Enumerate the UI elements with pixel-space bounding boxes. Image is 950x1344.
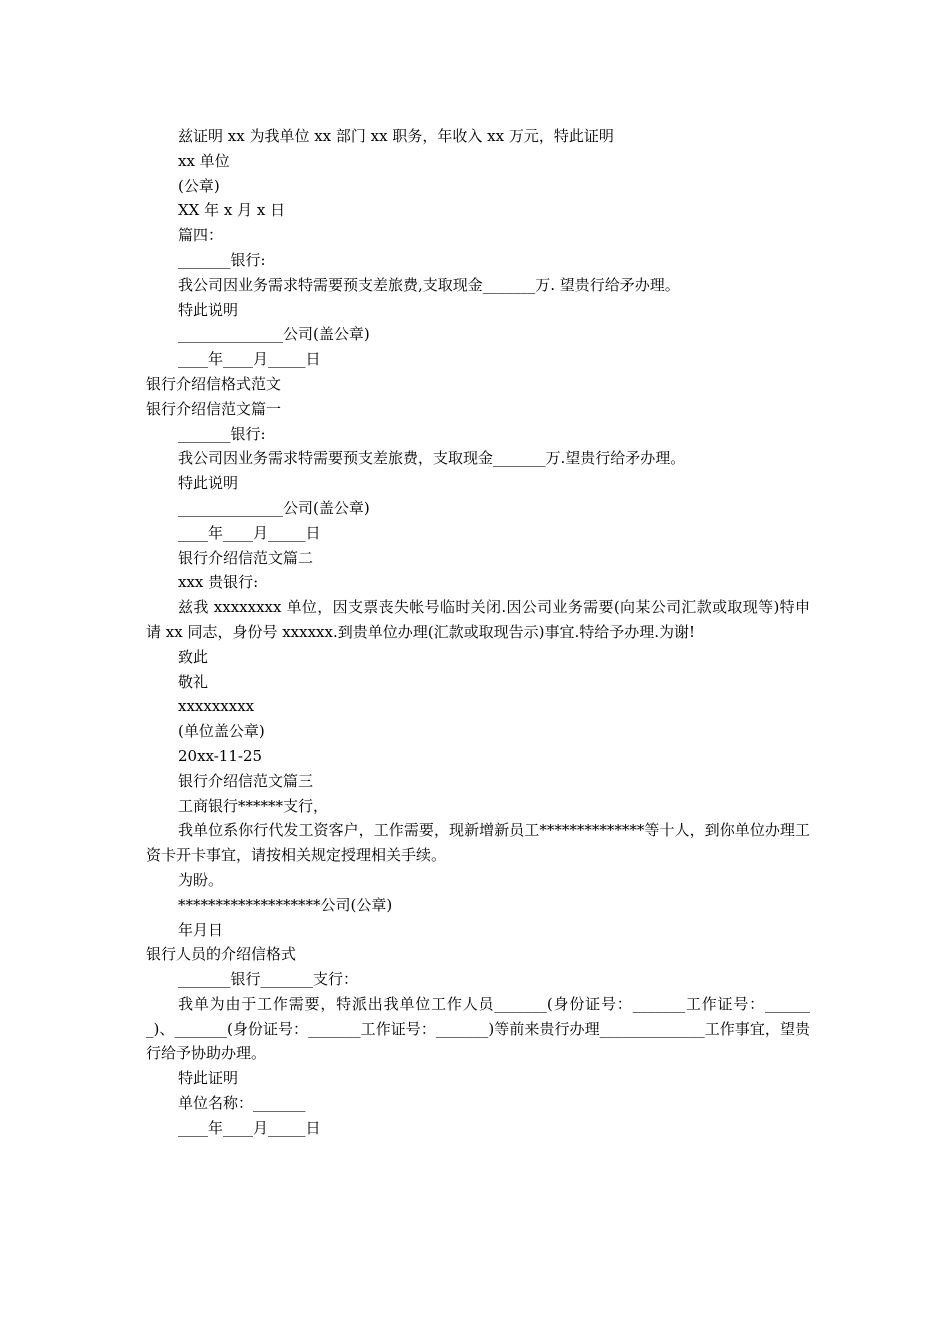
text-line: 为盼。: [178, 870, 224, 889]
text-line: 银行介绍信范文篇一: [146, 399, 282, 418]
text-line: 单位名称：_______: [178, 1094, 306, 1113]
text-line: 特此证明: [178, 1069, 239, 1088]
text-line: *******************公司(公章): [178, 895, 393, 914]
text-line: 致此: [178, 647, 209, 666]
text-line: 我公司因业务需求特需要预支差旅费，支取现金_______万.望贵行给矛办理。: [178, 449, 686, 468]
text-line: _______银行:: [178, 250, 266, 269]
text-line: (单位盖公章): [178, 722, 265, 741]
text-line: ____年____月_____日: [178, 350, 321, 369]
text-line: (公章): [178, 176, 220, 195]
text-line: xxx 贵银行:: [178, 573, 259, 592]
text-line: 特此说明: [178, 300, 239, 319]
paragraph: 兹我 xxxxxxxx 单位，因支票丧失帐号临时关闭.因公司业务需要(向某公司汇款或取现等)特申请 xx 同志，身份号 xxxxxx.到贵单位办理(汇款或取现告示)事宜.特给予办理.为谢!: [146, 598, 810, 641]
text-line: 20xx-11-25: [178, 746, 263, 765]
text-line: 我公司因业务需求特需要预支差旅费,支取现金_______万. 望贵行给矛办理。: [178, 275, 680, 294]
text-line: XX 年 x 月 x 日: [178, 201, 286, 220]
text-line: ____年____月_____日: [178, 1118, 321, 1137]
text-line: 工商银行******支行，: [178, 796, 329, 815]
text-line: 银行介绍信格式范文: [146, 374, 282, 393]
text-line: 兹证明 xx 为我单位 xx 部门 xx 职务，年收入 xx 万元，特此证明: [178, 127, 614, 145]
text-line: ____年____月_____日: [178, 523, 321, 542]
paragraph: 我单为由于工作需要，特派出我单位工作人员_______(身份证号：_______工作证号：_______)、_______(身份证号：_______工作证号：_______)等前来贵行办理______________工作事宜，望贵行给予协助办理。: [146, 994, 810, 1063]
text-line: xxxxxxxxx: [178, 697, 255, 716]
text-line: _______银行:: [178, 424, 266, 443]
text-line: 特此说明: [178, 474, 239, 493]
paragraph: 我单位系你行代发工资客户，工作需要，现新增新员工**************等十人，到你单位办理工资卡开卡事宜，请按相关规定授理相关手续。: [146, 821, 810, 865]
text-line: ______________公司(盖公章): [178, 325, 370, 344]
text-line: 银行介绍信范文篇二: [178, 548, 314, 567]
document-body: [146, 124, 810, 1141]
text-line: 银行人员的介绍信格式: [146, 945, 297, 964]
text-line: 篇四：: [178, 226, 224, 245]
text-line: 敬礼: [178, 672, 209, 691]
text-line: _______银行_______支行：: [178, 970, 359, 989]
text-line: 年月日: [178, 920, 224, 939]
text-line: xx 单位: [178, 151, 230, 170]
text-line: ______________公司(盖公章): [178, 498, 370, 517]
text-line: 银行介绍信范文篇三: [178, 771, 314, 790]
